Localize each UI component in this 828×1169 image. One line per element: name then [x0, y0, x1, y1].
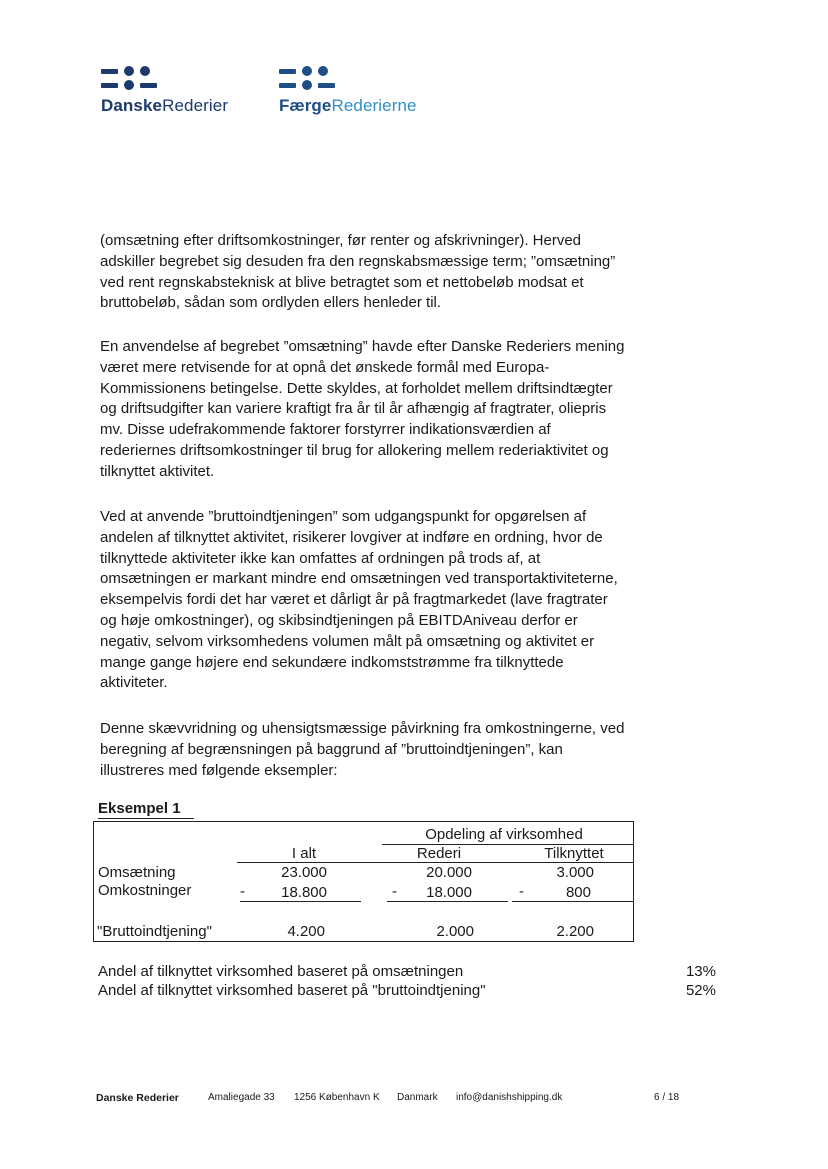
share-label-bruttoindtjening: Andel af tilknyttet virksomhed baseret på "bruttoindtjening"	[98, 982, 486, 999]
logo-right-light: Rederierne	[331, 96, 417, 115]
col-header-total: I alt	[291, 845, 317, 862]
minus-sign: -	[240, 883, 245, 900]
example-table	[93, 821, 634, 942]
group-header: Opdeling af virksomhed	[425, 826, 583, 843]
paragraph-4: Denne skævvridning og uhensigtsmæssige påvirkning fra omkostningerne, ved beregning af begrænsningen på baggrund af ”bruttoindtjeningen”, kan illustreres med følgende eksempler:	[100, 720, 625, 779]
example-title-underline	[98, 818, 194, 819]
paragraph-3: Ved at anvende ”bruttoindtjeningen” som udgangspunkt for opgørelsen af andelen af tilknyttet aktivitet, risikerer lovgiver at indføre en ordning, hvor de tilknyttede aktiviteter ikke kan omfattes af ordningen på trods af, at omsætningen er markant mindre end omsætningen ved transportaktiviteterne, eksempelvis fordi det har været et dårligt år på fragtmarkedet (lave fragtrater og høje omkostninger), og skibsindtjeningen på EBITDAniveau derfor er negativ, selvom virksomhedens volumen målt på omsætning og aktivitet er mange gange højere end sekundære indkomststrømme fra tilknyttede aktiviteter.	[100, 508, 618, 692]
paragraph-2: En anvendelse af begrebet ”omsætning” havde efter Danske Rederiers mening været mere retvisende for at opnå det ønskede formål med Europa-Kommissionens betingelse. Dette skyldes, at forholdet mellem driftsindtægter og driftsudgifter kan variere kraftigt fra år til år afhængig af fragtrater, oliepris mv. Disse udefrakommende faktorer forstyrrer indikationsværdien af rederiernes driftsomkostninger til brug for allokering mellem rederiaktivitet og tilknyttet aktivitet.	[100, 338, 625, 480]
footer-page-number: 6 / 18	[654, 1092, 680, 1103]
col-header-tilknyttet: Tilknyttet	[544, 845, 604, 862]
footer-org: Danske Rederier	[96, 1092, 179, 1104]
danske-rederier-logo	[101, 66, 228, 116]
logo-right-bold: Færge	[279, 96, 332, 115]
row-label-omsaetning: Omsætning	[98, 864, 176, 881]
logo-mark-icon	[279, 66, 339, 90]
cell-tilknyttet: 800	[565, 884, 591, 901]
logo-left-light: Rederier	[162, 96, 229, 115]
row-label-omkostninger: Omkostninger	[98, 882, 192, 899]
footer-city: 1256 København K	[294, 1092, 380, 1103]
footer-country: Danmark	[397, 1092, 438, 1103]
logo-mark-icon	[101, 66, 161, 90]
share-value-omsaetning: 13%	[685, 963, 716, 980]
cell-rederi: 2.000	[436, 923, 474, 940]
minus-sign: -	[392, 883, 397, 900]
paragraph-1: (omsætning efter driftsomkostninger, før renter og afskrivninger). Herved adskiller begrebet sig desuden fra den regnskabsmæssige term; ”omsætning” ved rent regnskabsteknisk at blive betragtet som et nettobeløb modsat et bruttobeløb, sådan som ordlyden ellers henleder til.	[100, 232, 616, 312]
faerge-rederierne-logo	[279, 66, 417, 116]
footer-address: Amaliegade 33	[208, 1092, 275, 1103]
share-value-bruttoindtjening: 52%	[685, 982, 716, 999]
cell-total: 23.000	[281, 864, 327, 881]
footer-email[interactable]: info@danishshipping.dk	[456, 1092, 563, 1103]
cell-total: 18.800	[281, 884, 327, 901]
col-header-rederi: Rederi	[416, 845, 462, 862]
example-title: Eksempel 1	[98, 800, 181, 817]
logo-left-bold: Danske	[101, 96, 163, 115]
cell-tilknyttet: 2.200	[556, 923, 594, 940]
cell-total: 4.200	[287, 923, 325, 940]
row-label-bruttoindtjening: "Bruttoindtjening"	[97, 923, 212, 940]
cell-rederi: 20.000	[426, 864, 472, 881]
share-label-omsaetning: Andel af tilknyttet virksomhed baseret på omsætningen	[98, 963, 464, 980]
cell-tilknyttet: 3.000	[556, 864, 594, 881]
minus-sign: -	[519, 883, 524, 900]
cell-rederi: 18.000	[426, 884, 472, 901]
